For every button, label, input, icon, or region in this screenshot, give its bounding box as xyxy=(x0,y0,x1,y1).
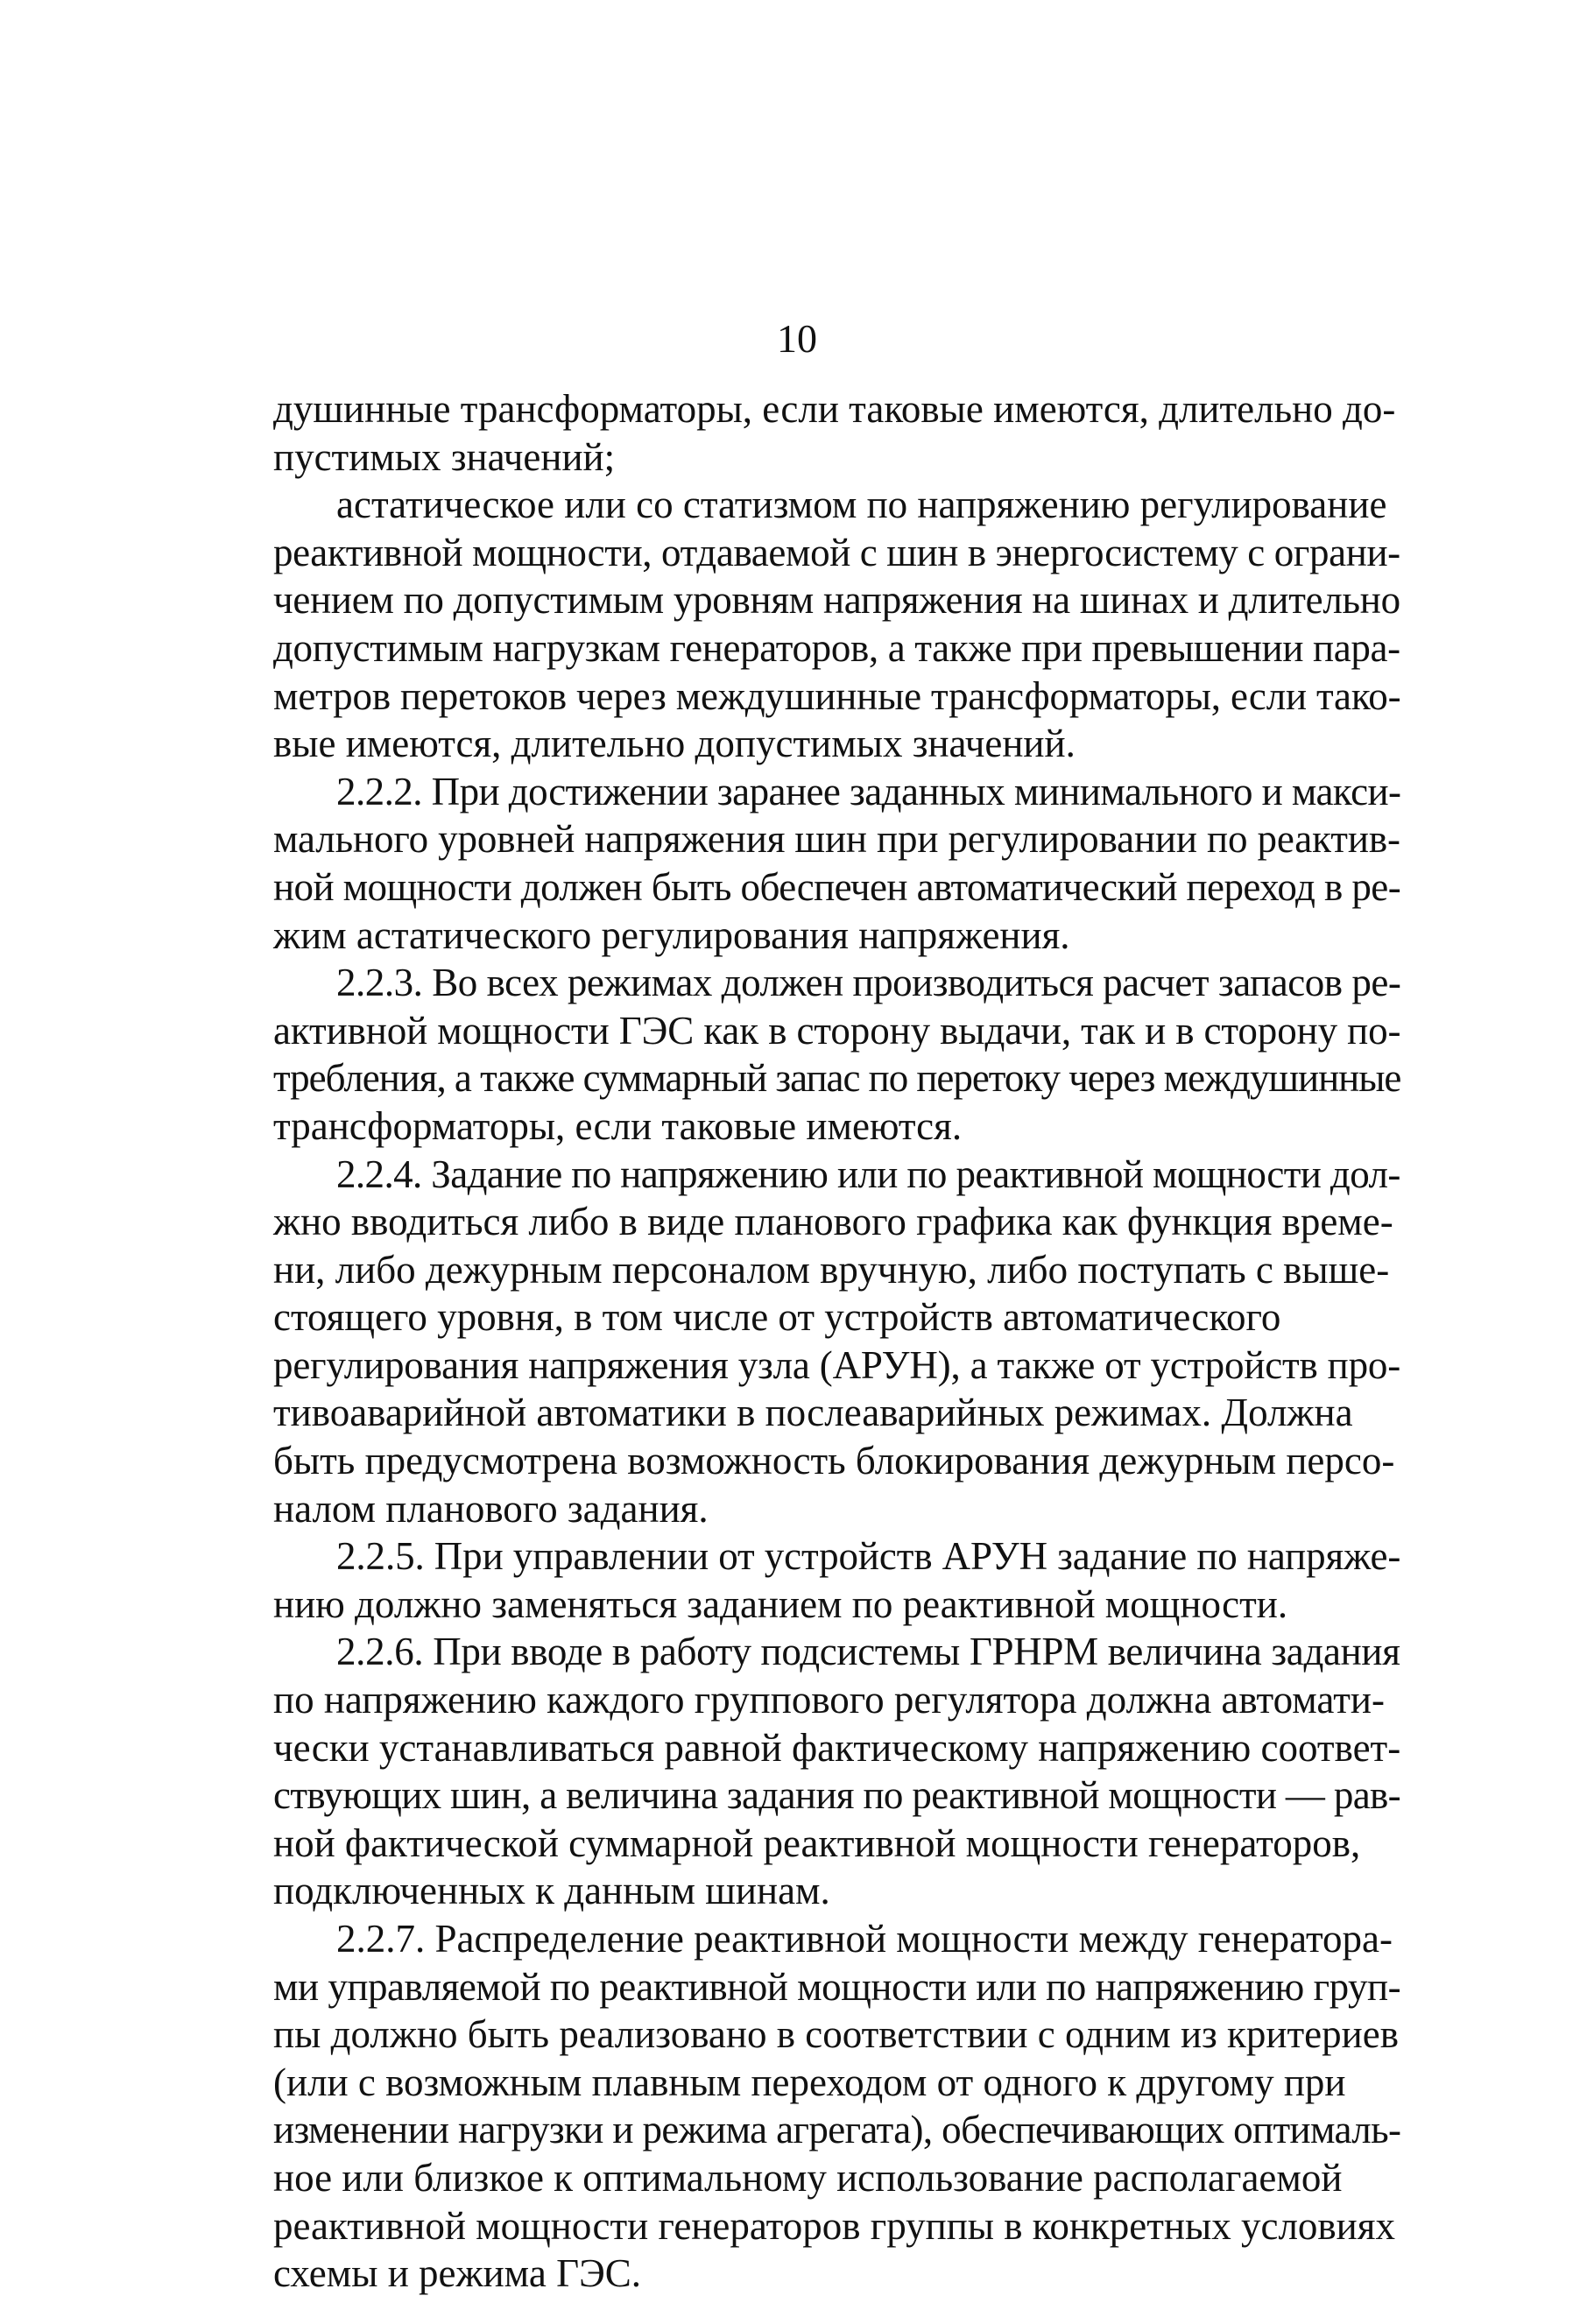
text-line: регулирования напряжения узла (АРУН), а также от устройств про- xyxy=(273,1342,1401,1387)
text-line: быть предусмотрена возможность блокирования дежурным персо- xyxy=(273,1439,1395,1483)
text-line: метров перетоков через междушинные трансформаторы, если тако- xyxy=(273,673,1401,718)
text-line: жно вводиться либо в виде планового графика как функция време- xyxy=(273,1200,1393,1244)
text-line: схемы и режима ГЭС. xyxy=(273,2251,642,2296)
text-line: реактивной мощности, отдаваемой с шин в энергосистему с ограни- xyxy=(273,530,1400,574)
text-line: нию должно заменяться заданием по реактивной мощности. xyxy=(273,1581,1288,1626)
text-line: чески устанавливаться равной фактическому напряжению соответ- xyxy=(273,1725,1401,1770)
text-line: активной мощности ГЭС как в сторону выдачи, так и в сторону по- xyxy=(273,1008,1401,1053)
text-line: 2.2.6. При вводе в работу подсистемы ГРНРМ величина задания xyxy=(336,1630,1400,1674)
text-line: пустимых значений; xyxy=(273,434,616,479)
text-line: реактивной мощности генераторов группы в конкретных условиях xyxy=(273,2203,1395,2248)
text-line: требления, а также суммарный запас по перетоку через междушинные xyxy=(273,1056,1401,1101)
text-line: налом планового задания. xyxy=(273,1486,709,1531)
text-line: по напряжению каждого группового регулятора должна автомати- xyxy=(273,1678,1385,1722)
text-line: допустимым нагрузкам генераторов, а также при превышении пара- xyxy=(273,625,1400,670)
text-line: 2.2.3. Во всех режимах должен производиться расчет запасов ре- xyxy=(336,961,1401,1005)
text-line: ствующих шин, а величина задания по реактивной мощности — рав- xyxy=(273,1773,1400,1818)
text-line: чением по допустимым уровням напряжения на шинах и длительно xyxy=(273,578,1400,623)
text-line: пы должно быть реализовано в соответствии с одним из критериев xyxy=(273,2012,1399,2057)
body-text xyxy=(273,385,1400,2298)
text-line: (или с возможным плавным переходом от одного к другому при xyxy=(273,2060,1346,2104)
text-line: 2.2.7. Распределение реактивной мощности между генератора- xyxy=(336,1917,1393,1961)
text-line: ной мощности должен быть обеспечен автоматический переход в ре- xyxy=(273,864,1401,909)
text-line: ной фактической суммарной реактивной мощности генераторов, xyxy=(273,1820,1361,1865)
text-line: ное или близкое к оптимальному использование располагаемой xyxy=(273,2155,1343,2200)
text-line: 2.2.4. Задание по напряжению или по реактивной мощности дол- xyxy=(336,1151,1400,1196)
text-line: 2.2.2. При достижении заранее заданных минимального и макси- xyxy=(336,769,1401,813)
text-line: трансформаторы, если таковые имеются. xyxy=(273,1103,963,1148)
page-number: 10 xyxy=(777,316,817,361)
text-line: вые имеются, длительно допустимых значений. xyxy=(273,722,1076,766)
text-line: ми управляемой по реактивной мощности или по напряжению груп- xyxy=(273,1964,1401,2009)
text-line: астатическое или со статизмом по напряжению регулирование xyxy=(336,482,1387,527)
text-line: мального уровней напряжения шин при регулировании по реактив- xyxy=(273,817,1400,862)
text-line: жим астатического регулирования напряжения. xyxy=(273,912,1070,957)
text-line: ни, либо дежурным персоналом вручную, либо поступать с выше- xyxy=(273,1247,1390,1292)
text-line: тивоаварийной автоматики в послеаварийных режимах. Должна xyxy=(273,1391,1353,1435)
text-line: стоящего уровня, в том числе от устройств автоматического xyxy=(273,1295,1281,1340)
text-line: подключенных к данным шинам. xyxy=(273,1869,830,1913)
text-line: душинные трансформаторы, если таковые имеются, длительно до- xyxy=(273,387,1396,431)
text-line: 2.2.5. При управлении от устройств АРУН задание по напряже- xyxy=(336,1534,1401,1579)
text-line: изменении нагрузки и режима агрегата), обеспечивающих оптималь- xyxy=(273,2108,1401,2152)
